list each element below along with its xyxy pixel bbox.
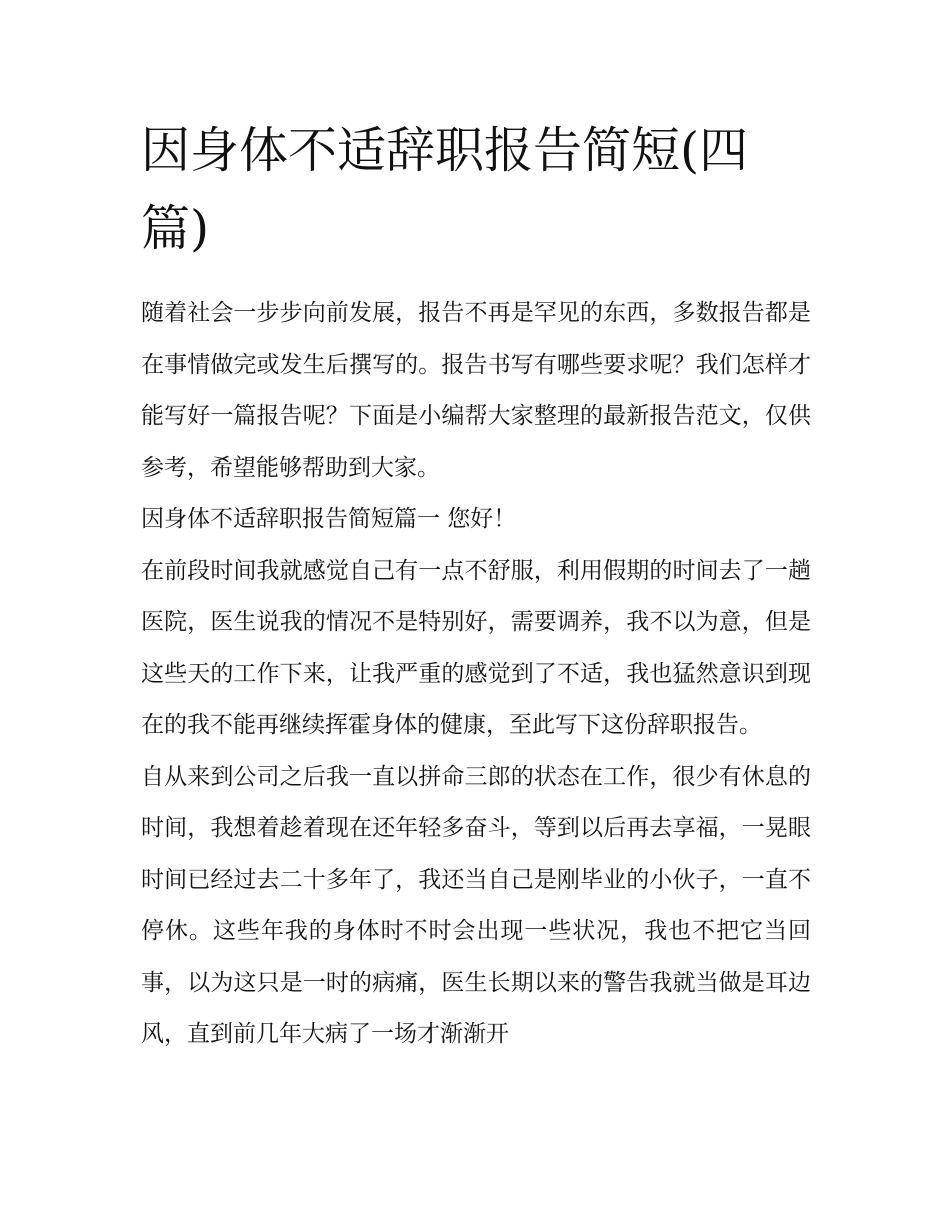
document-title: 因身体不适辞职报告简短(四篇) xyxy=(141,122,749,257)
body-paragraph-2: 自从来到公司之后我一直以拼命三郎的状态在工作，很少有休息的时间，我想着趁着现在还年轻多奋斗，等到以后再去享福，一晃眼时间已经过去二十多年了，我还当自己是刚毕业的小伙子，一直不停休。这些年我的身体时不时会出现一些状况，我也不把它当回事，以为这只是一时的病痛，医生长期以来的警告我就当做是耳边风，直到前几年大病了一场才渐渐开 xyxy=(141,763,811,1047)
intro-paragraph: 随着社会一步步向前发展，报告不再是罕见的东西，多数报告都是在事情做完或发生后撰写的。报告书写有哪些要求呢？我们怎样才能写好一篇报告呢？下面是小编帮大家整理的最新报告范文，仅供参考，希望能够帮助到大家。 xyxy=(141,300,811,481)
section-heading-greeting: 因身体不适辞职报告简短篇一 您好！ xyxy=(141,506,517,532)
document-content xyxy=(141,112,811,1061)
body-paragraph-1: 在前段时间我就感觉自己有一点不舒服，利用假期的时间去了一趟医院，医生说我的情况不是特别好，需要调养，我不以为意，但是这些天的工作下来，让我严重的感觉到了不适，我也猛然意识到现在的我不能再继续挥霍身体的健康，至此写下这份辞职报告。 xyxy=(141,557,811,738)
